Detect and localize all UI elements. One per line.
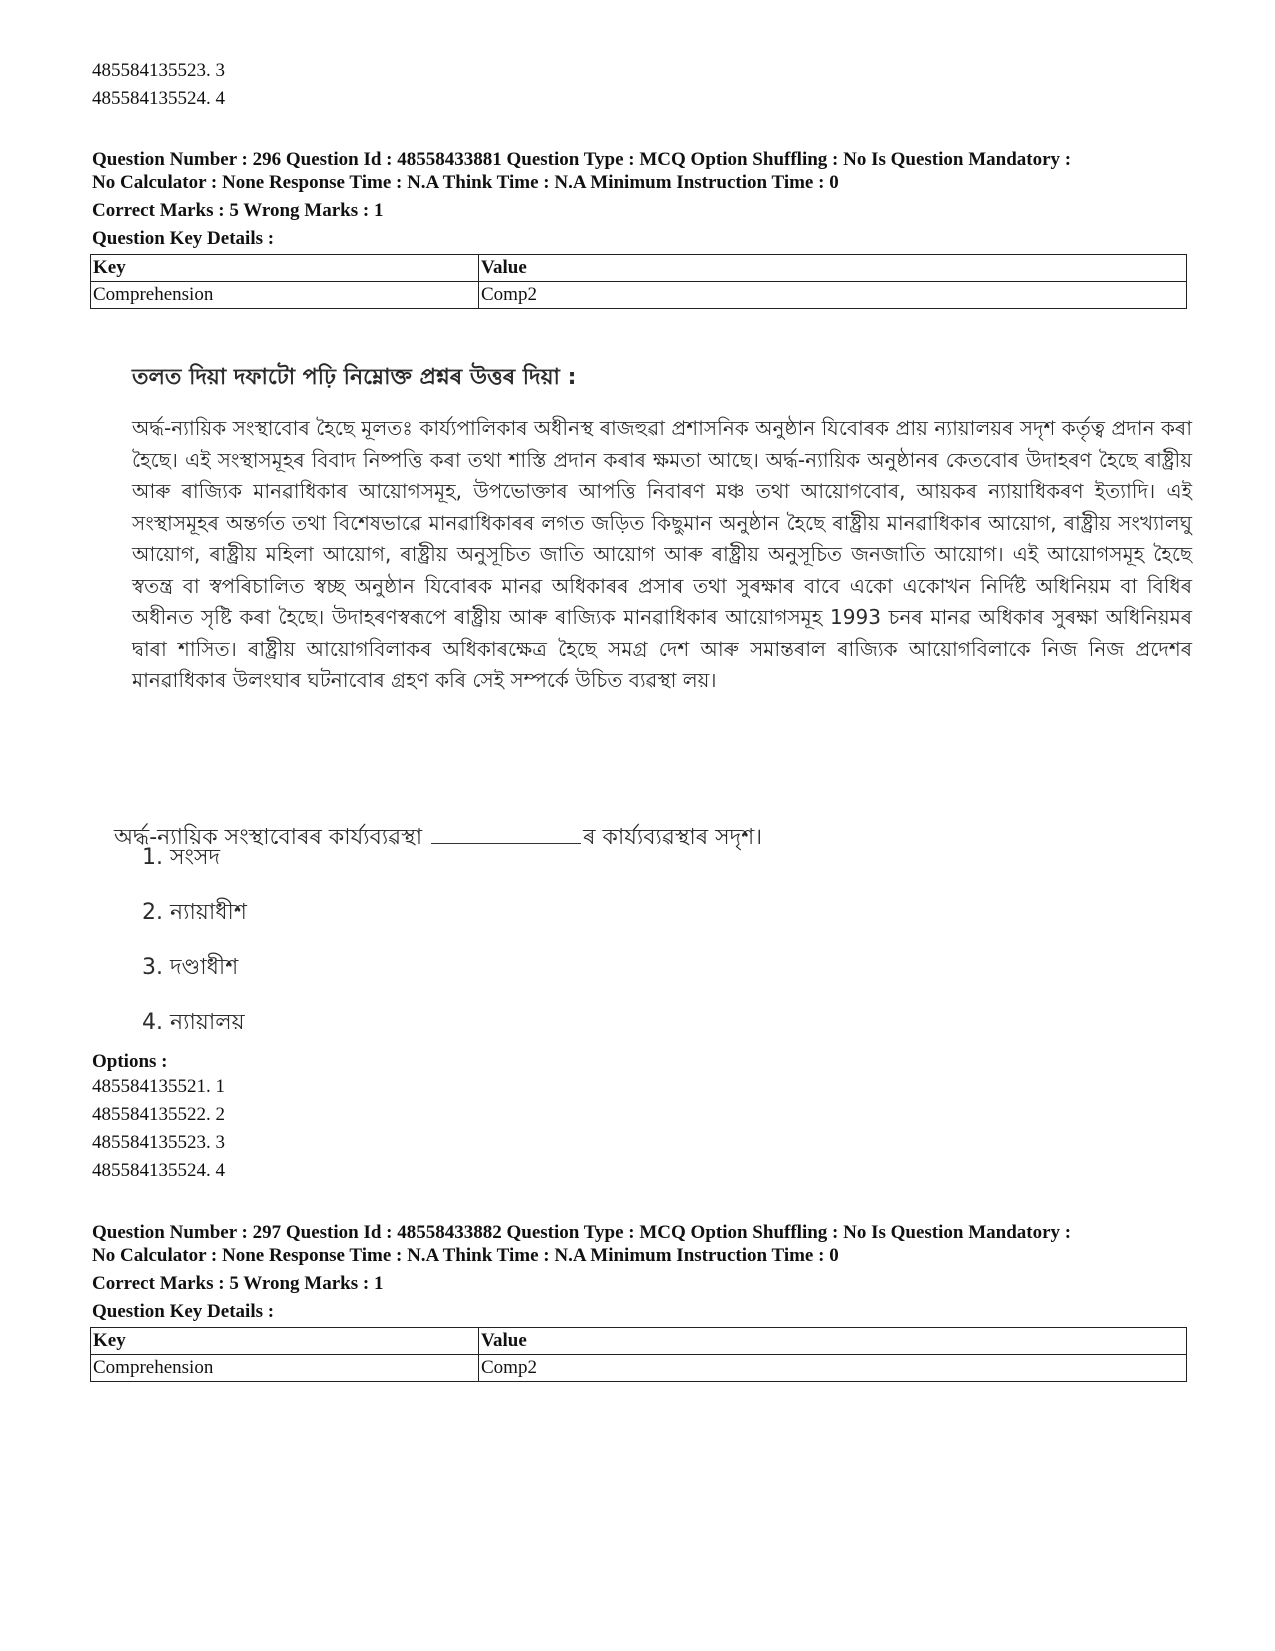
- table-header-key: Key: [91, 255, 479, 282]
- table-row: [91, 282, 1187, 309]
- options-label: Options :: [92, 1051, 168, 1072]
- q297-meta-line-2: No Calculator : None Response Time : N.A Think Time : N.A Minimum Instruction Time : 0: [92, 1245, 839, 1266]
- q297-key-details-label: Question Key Details :: [92, 1301, 275, 1322]
- table-cell-value: Comp2: [479, 1355, 1187, 1382]
- option-3: 485584135523. 3: [92, 1132, 225, 1153]
- q296-meta-line-2: No Calculator : None Response Time : N.A Think Time : N.A Minimum Instruction Time : 0: [92, 172, 839, 193]
- passage-text: অৰ্দ্ধ-ন্যায়িক সংস্থাবোৰ হৈছে মূলতঃ কাৰ্য্যপালিকাৰ অধীনস্থ ৰাজহুৱা প্ৰশাসনিক অনুষ্ঠান যিবোৰক প্ৰায় ন্যায়ালয়ৰ সদৃশ কৰ্তৃত্ব প্ৰদান কৰা হৈছে। এই সংস্থাসমূহৰ বিবাদ নিষ্পত্তি কৰা তথা শাস্তি প্ৰদান কৰাৰ ক্ষমতা আছে। অৰ্দ্ধ-ন্যায়িক অনুষ্ঠানৰ কেতবোৰ উদাহৰণ হৈছে ৰাষ্ট্ৰীয় আৰু ৰাজ্যিক মানৱাধিকাৰ আয়োগসমূহ, উপভোক্তাৰ আপত্তি নিবাৰণ মঞ্চ তথা আয়োগবোৰ, আয়কৰ ন্যায়াধিকৰণ ইত্যাদি। এই সংস্থাসমূহৰ অন্তৰ্গত তথা বিশেষভাৱে মানৱাধিকাৰৰ লগত জড়িত কিছুমান অনুষ্ঠান হৈছে ৰাষ্ট্ৰীয় মানৱাধিকাৰ আয়োগ, ৰাষ্ট্ৰীয় সংখ্যালঘু আয়োগ, ৰাষ্ট্ৰীয় মহিলা আয়োগ, ৰাষ্ট্ৰীয় অনুসূচিত জাতি আয়োগ আৰু ৰাষ্ট্ৰীয় অনুসূচিত জনজাতি আয়োগ। এই আয়োগসমূহ হৈছে স্বতন্ত্ৰ বা স্বপৰিচালিত স্বচ্ছ অনুষ্ঠান যিবোৰক মানৱ অধিকাৰৰ প্ৰসাৰ তথা সুৰক্ষাৰ বাবে একো একোখন নিৰ্দিষ্ট অধিনিয়ম বা বিধিৰ অধীনত সৃষ্টি কৰা হৈছে। উদাহৰণস্বৰূপে ৰাষ্ট্ৰীয় আৰু ৰাজ্যিক মানৱাধিকাৰ আয়োগসমূহ 1993 চনৰ মানৱ অধিকাৰ সুৰক্ষা অধিনিয়মৰ দ্বাৰা শাসিত। ৰাষ্ট্ৰীয় আয়োগবিলাকৰ অধিকাৰক্ষেত্ৰ হৈছে সমগ্ৰ দেশ আৰু সমান্তৰাল ৰাজ্যিক আয়োগবিলাকে নিজ নিজ প্ৰদেশৰ মানৱাধিকাৰ উলংঘাৰ ঘটনাবোৰ গ্ৰহণ কৰি সেই সম্পৰ্কে উচিত ব্যৱস্থা লয়।: [132, 416, 1192, 692]
- fill-blank: [431, 823, 581, 844]
- table-header-row: [91, 255, 1187, 282]
- table-header-value: Value: [479, 255, 1187, 282]
- table-cell-key: Comprehension: [91, 282, 479, 309]
- table-header-row: [91, 1328, 1187, 1355]
- q297-meta-line-1: Question Number : 297 Question Id : 48558433882 Question Type : MCQ Option Shuffling : No Is Question Mandatory :: [92, 1222, 1072, 1243]
- choice-3: 3. দণ্ডাধীশ: [142, 955, 239, 980]
- q296-key-table: [90, 254, 1187, 309]
- table-cell-key: Comprehension: [91, 1355, 479, 1382]
- choice-4: 4. ন্যায়ালয়: [142, 1010, 245, 1035]
- option-1: 485584135521. 1: [92, 1076, 225, 1097]
- passage-title: তলত দিয়া দফাটো পঢ়ি নিম্নোক্ত প্ৰশ্নৰ উত্তৰ দিয়া :: [132, 365, 577, 390]
- stem-after: ৰ কাৰ্য্যব্যৱস্থাৰ সদৃশ।: [583, 825, 763, 850]
- choice-2: 2. ন্যায়াধীশ: [142, 900, 247, 925]
- q297-key-table: [90, 1327, 1187, 1382]
- prev-option-4: 485584135524. 4: [92, 88, 225, 109]
- stem-before: অৰ্দ্ধ-ন্যায়িক সংস্থাবোৰৰ কাৰ্য্যব্যৱস্থা: [114, 825, 423, 850]
- option-2: 485584135522. 2: [92, 1104, 225, 1125]
- q296-key-details-label: Question Key Details :: [92, 228, 275, 249]
- choice-1: 1. সংসদ: [142, 845, 221, 870]
- table-header-key: Key: [91, 1328, 479, 1355]
- q296-marks: Correct Marks : 5 Wrong Marks : 1: [92, 200, 384, 221]
- table-header-value: Value: [479, 1328, 1187, 1355]
- table-cell-value: Comp2: [479, 282, 1187, 309]
- table-row: [91, 1355, 1187, 1382]
- prev-option-3: 485584135523. 3: [92, 60, 225, 81]
- q297-marks: Correct Marks : 5 Wrong Marks : 1: [92, 1273, 384, 1294]
- option-4: 485584135524. 4: [92, 1160, 225, 1181]
- q296-meta-line-1: Question Number : 296 Question Id : 48558433881 Question Type : MCQ Option Shuffling : No Is Question Mandatory :: [92, 149, 1072, 170]
